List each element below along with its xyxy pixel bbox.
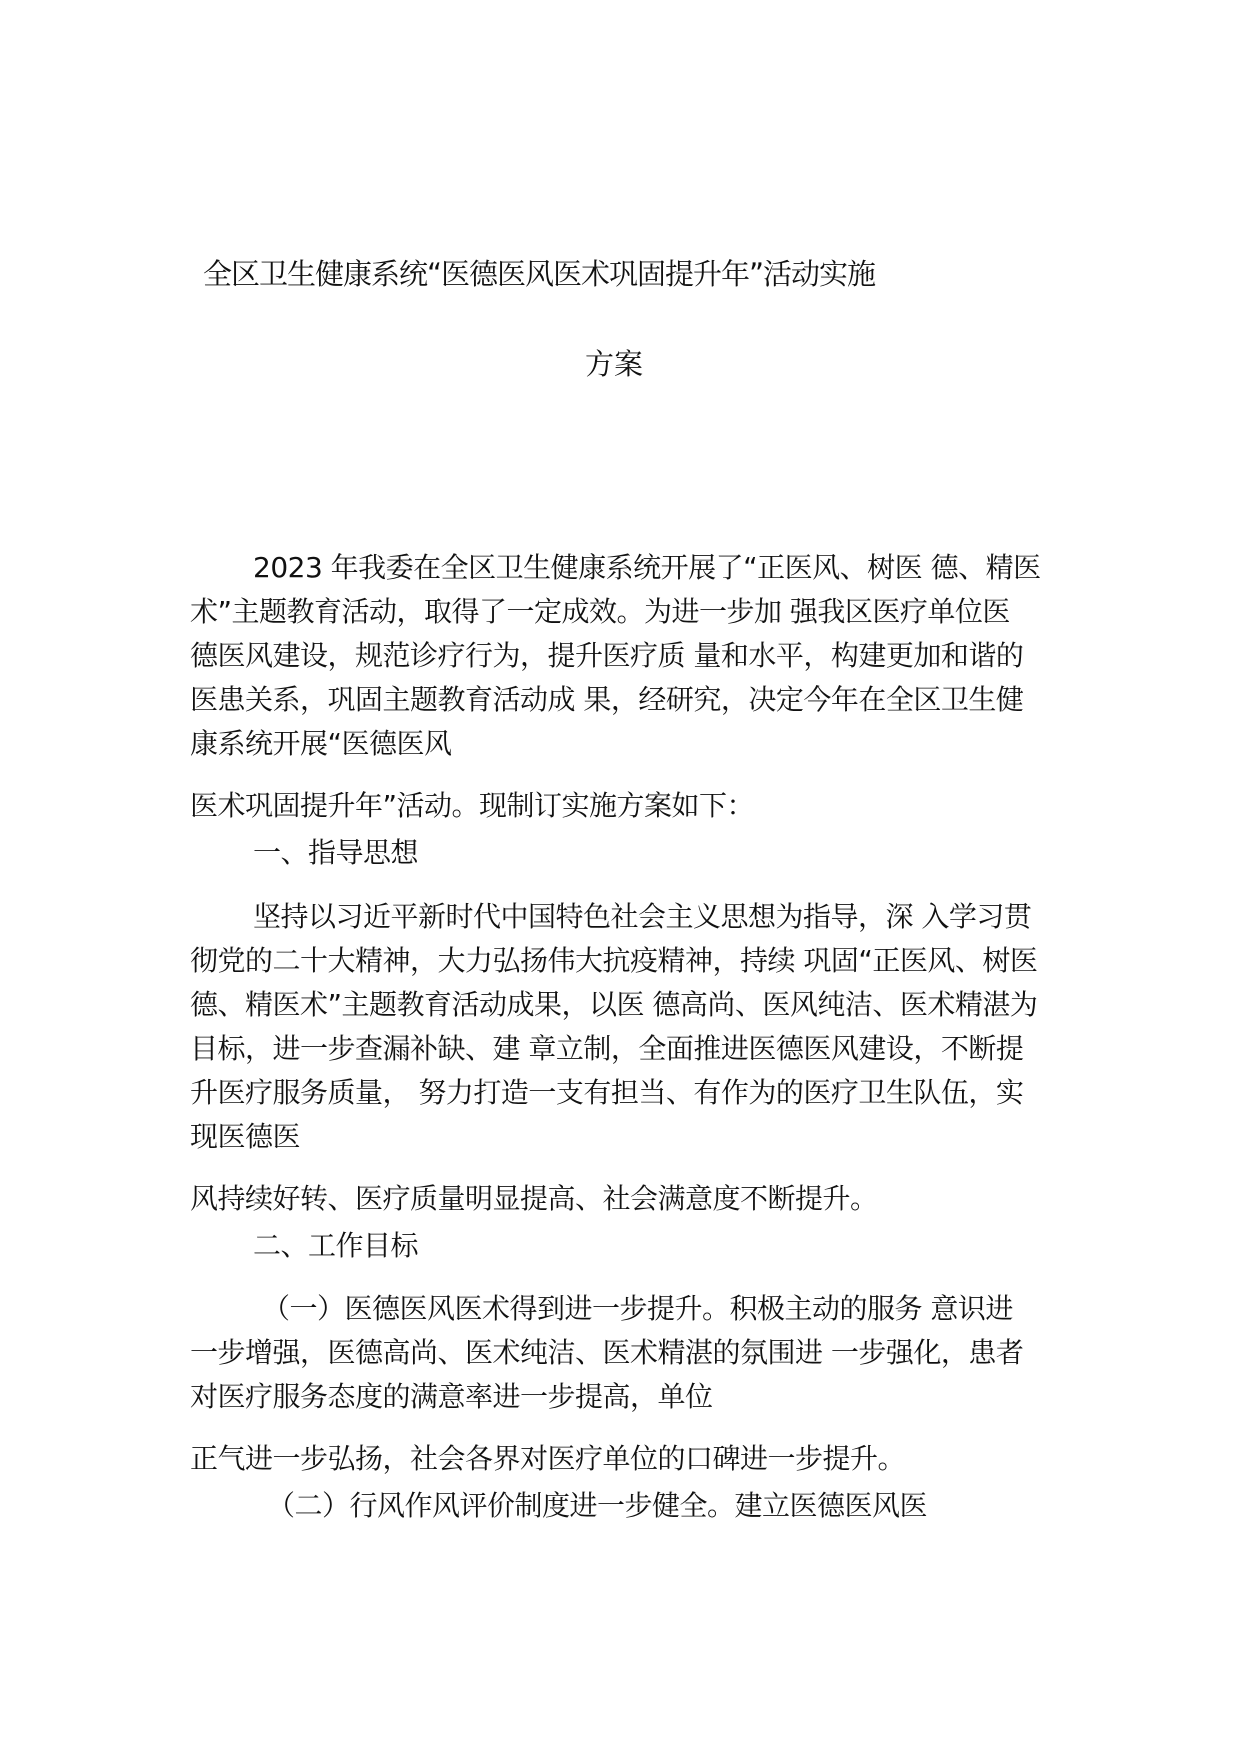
body-line: （一）医德医风医术得到进一步提升。积极主动的服务 意识进 bbox=[262, 1292, 1013, 1325]
body-line: 康系统开展“医德医风 bbox=[190, 727, 452, 760]
body-line: 术”主题教育活动，取得了一定成效。为进一步加 强我区医疗单位医 bbox=[190, 595, 1010, 628]
body-line: 现医德医 bbox=[190, 1120, 301, 1153]
body-line: 正气进一步弘扬，社会各界对医疗单位的口碑进一步提升。 bbox=[190, 1442, 906, 1475]
body-line: 德医风建设，规范诊疗行为，提升医疗质 量和水平，构建更加和谐的 bbox=[190, 639, 1024, 672]
body-line: 2023 年我委在全区卫生健康系统开展了“正医风、树医 德、精医 bbox=[253, 551, 1041, 584]
section-heading: 一、指导思想 bbox=[253, 836, 419, 869]
document-title-line-2: 方案 bbox=[585, 347, 644, 381]
body-line: 坚持以习近平新时代中国特色社会主义思想为指导，深 入学习贯 bbox=[253, 900, 1032, 933]
body-line: 风持续好转、医疗质量明显提高、社会满意度不断提升。 bbox=[190, 1182, 878, 1215]
body-line: 目标，进一步查漏补缺、建 章立制，全面推进医德医风建设，不断提 bbox=[190, 1032, 1024, 1065]
body-line: 对医疗服务态度的满意率进一步提高，单位 bbox=[190, 1380, 713, 1413]
body-line: 彻党的二十大精神，大力弘扬伟大抗疫精神，持续 巩固“正医风、树医 bbox=[190, 944, 1038, 977]
body-line: 医患关系，巩固主题教育活动成 果，经研究，决定今年在全区卫生健 bbox=[190, 683, 1024, 716]
document-title-line-1: 全区卫生健康系统“医德医风医术巩固提升年”活动实施 bbox=[203, 257, 876, 291]
body-line: 升医疗服务质量， 努力打造一支有担当、有作为的医疗卫生队伍，实 bbox=[190, 1076, 1024, 1109]
body-line: （二）行风作风评价制度进一步健全。建立医德医风医 bbox=[267, 1489, 928, 1522]
section-heading: 二、工作目标 bbox=[253, 1229, 419, 1262]
body-line: 医术巩固提升年”活动。现制订实施方案如下： bbox=[190, 789, 755, 822]
body-line: 德、精医术”主题教育活动成果，以医 德高尚、医风纯洁、医术精湛为 bbox=[190, 988, 1038, 1021]
body-line: 一步增强，医德高尚、医术纯洁、医术精湛的氛围进 一步强化，患者 bbox=[190, 1336, 1024, 1369]
